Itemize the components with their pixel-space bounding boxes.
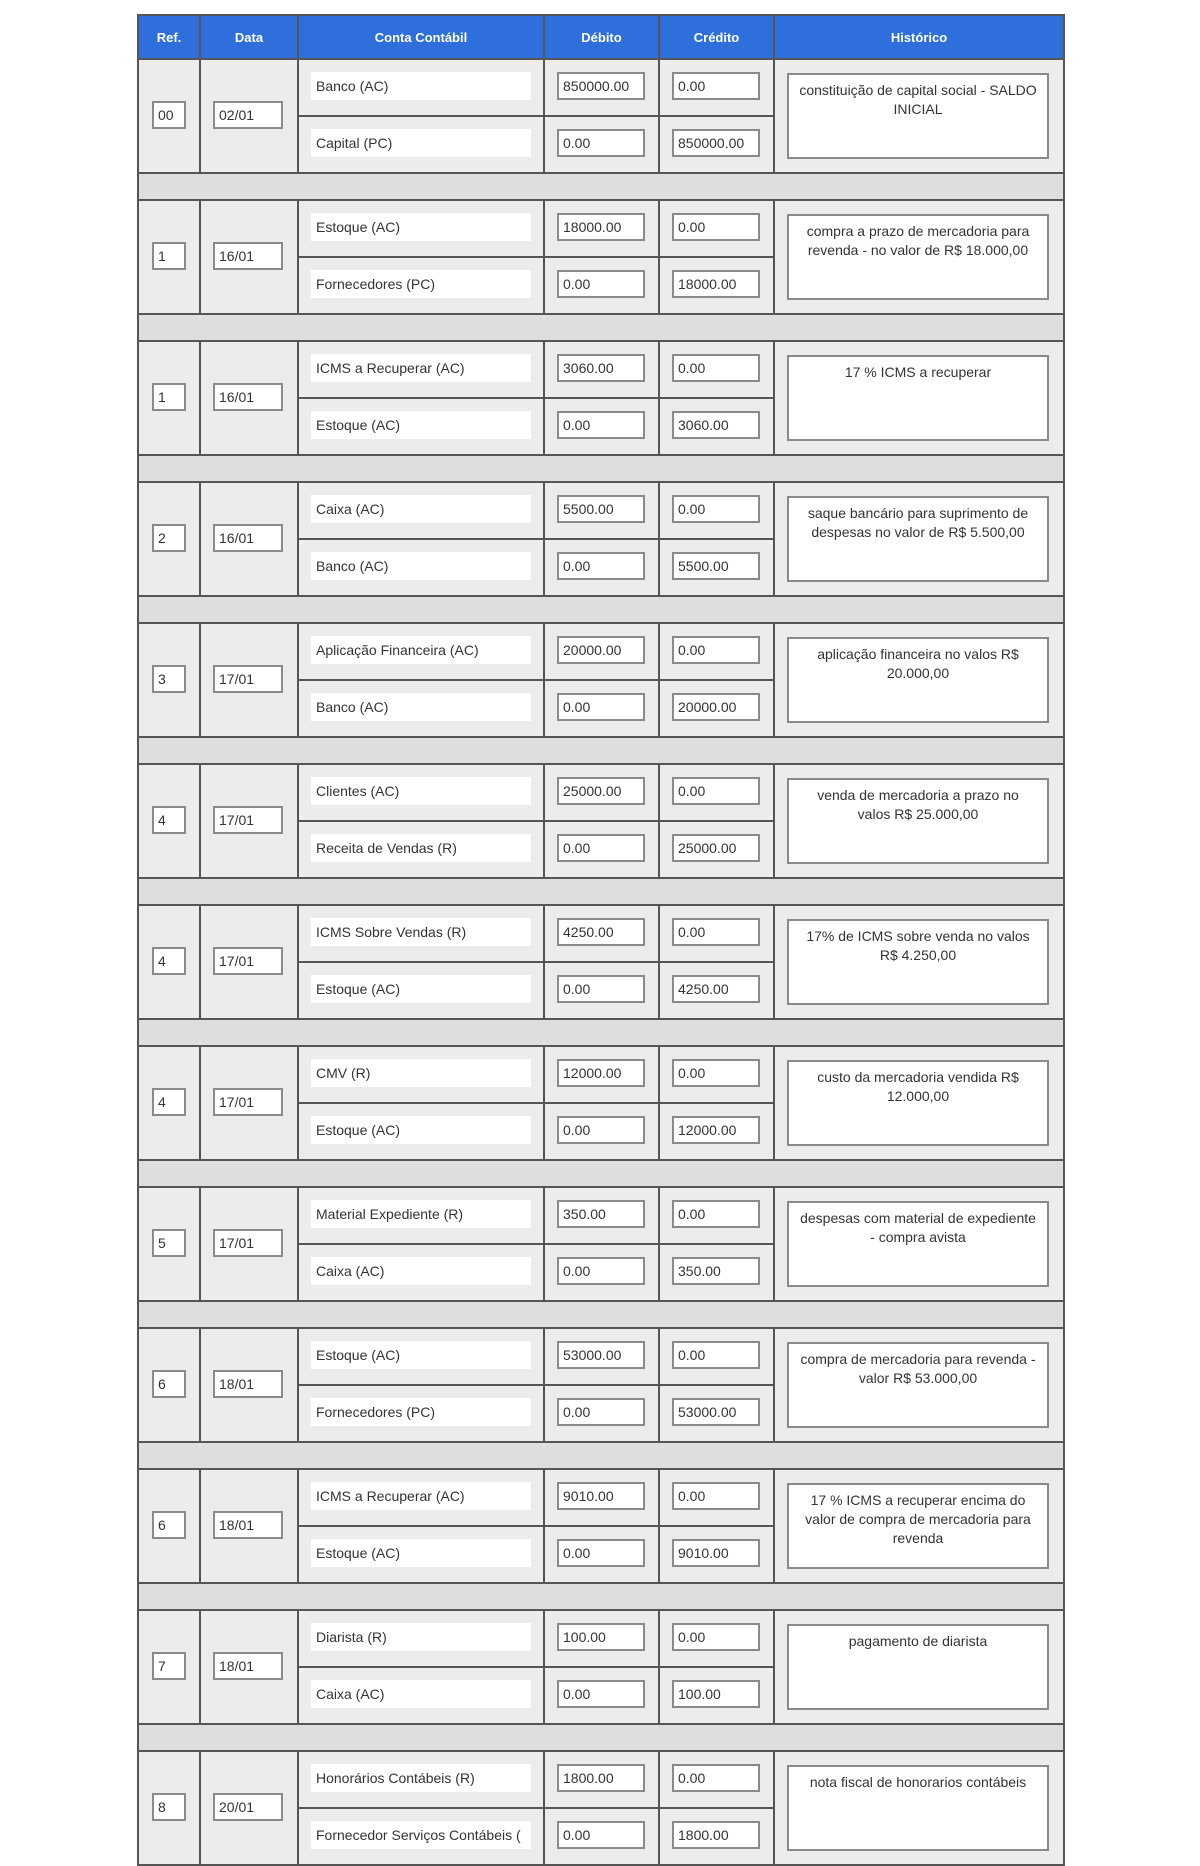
credit-cell xyxy=(659,623,774,680)
debit-cell xyxy=(544,1808,659,1865)
journal-entries-body xyxy=(138,59,1064,1865)
entry-row xyxy=(138,1751,1064,1808)
account-select[interactable]: Fornecedores (PC) xyxy=(311,270,531,298)
debit-input[interactable]: 5500.00 xyxy=(557,495,645,523)
credit-input[interactable]: 0.00 xyxy=(672,636,760,664)
account-cell xyxy=(298,1328,544,1385)
account-cell xyxy=(298,1244,544,1301)
ref-cell xyxy=(138,59,200,173)
debit-cell xyxy=(544,1385,659,1442)
credit-cell xyxy=(659,482,774,539)
date-input[interactable]: 18/01 xyxy=(213,1370,283,1398)
debit-input[interactable]: 0.00 xyxy=(557,975,645,1003)
entry-separator xyxy=(138,1583,1064,1610)
entry-row xyxy=(138,1046,1064,1103)
date-input[interactable]: 16/01 xyxy=(213,242,283,270)
credit-cell xyxy=(659,341,774,398)
account-cell xyxy=(298,200,544,257)
debit-input[interactable]: 0.00 xyxy=(557,1539,645,1567)
history-textarea[interactable]: 17% de ICMS sobre venda no valos R$ 4.250,00 xyxy=(787,919,1049,1005)
account-cell xyxy=(298,1751,544,1808)
credit-input[interactable]: 0.00 xyxy=(672,1341,760,1369)
account-select[interactable]: Estoque (AC) xyxy=(311,1539,531,1567)
history-cell xyxy=(774,1046,1064,1160)
ref-input[interactable]: 4 xyxy=(152,806,186,834)
credit-input[interactable]: 18000.00 xyxy=(672,270,760,298)
account-select[interactable]: Capital (PC) xyxy=(311,129,531,157)
ref-input[interactable]: 1 xyxy=(152,383,186,411)
credit-input[interactable]: 4250.00 xyxy=(672,975,760,1003)
account-select[interactable]: Estoque (AC) xyxy=(311,1341,531,1369)
date-cell xyxy=(200,200,298,314)
credit-cell xyxy=(659,1667,774,1724)
date-cell xyxy=(200,905,298,1019)
account-select[interactable]: Estoque (AC) xyxy=(311,975,531,1003)
history-textarea[interactable]: custo da mercadoria vendida R$ 12.000,00 xyxy=(787,1060,1049,1146)
ref-input[interactable]: 5 xyxy=(152,1229,186,1257)
separator-cell xyxy=(138,1442,1064,1469)
ref-cell xyxy=(138,482,200,596)
ref-cell xyxy=(138,341,200,455)
entry-row xyxy=(138,1187,1064,1244)
credit-input[interactable]: 100.00 xyxy=(672,1680,760,1708)
credit-input[interactable]: 0.00 xyxy=(672,1200,760,1228)
account-cell xyxy=(298,482,544,539)
credit-input[interactable]: 0.00 xyxy=(672,213,760,241)
credit-input[interactable]: 0.00 xyxy=(672,918,760,946)
history-cell xyxy=(774,1610,1064,1724)
history-textarea[interactable]: compra de mercadoria para revenda - valor R$ 53.000,00 xyxy=(787,1342,1049,1428)
date-input[interactable]: 17/01 xyxy=(213,806,283,834)
credit-input[interactable]: 5500.00 xyxy=(672,552,760,580)
account-select[interactable]: Diarista (R) xyxy=(311,1623,531,1651)
debit-cell xyxy=(544,1526,659,1583)
credit-cell xyxy=(659,1328,774,1385)
date-cell xyxy=(200,59,298,173)
debit-input[interactable]: 0.00 xyxy=(557,1680,645,1708)
debit-input[interactable]: 25000.00 xyxy=(557,777,645,805)
ref-input[interactable]: 6 xyxy=(152,1370,186,1398)
credit-input[interactable]: 0.00 xyxy=(672,1623,760,1651)
account-select[interactable]: Honorários Contábeis (R) xyxy=(311,1764,531,1792)
history-textarea[interactable]: venda de mercadoria a prazo no valos R$ 25.000,00 xyxy=(787,778,1049,864)
debit-input[interactable]: 12000.00 xyxy=(557,1059,645,1087)
account-cell xyxy=(298,1667,544,1724)
date-input[interactable]: 17/01 xyxy=(213,665,283,693)
account-cell xyxy=(298,341,544,398)
date-input[interactable]: 16/01 xyxy=(213,524,283,552)
history-textarea[interactable]: nota fiscal de honorarios contábeis xyxy=(787,1765,1049,1851)
debit-cell xyxy=(544,200,659,257)
account-select[interactable]: Estoque (AC) xyxy=(311,411,531,439)
credit-cell xyxy=(659,200,774,257)
header-ref: Ref. xyxy=(138,15,200,59)
ref-input[interactable]: 1 xyxy=(152,242,186,270)
history-textarea[interactable]: aplicação financeira no valos R$ 20.000,00 xyxy=(787,637,1049,723)
account-select[interactable]: Banco (AC) xyxy=(311,693,531,721)
ref-input[interactable]: 2 xyxy=(152,524,186,552)
entry-separator xyxy=(138,1724,1064,1751)
entry-row xyxy=(138,1328,1064,1385)
entry-row xyxy=(138,482,1064,539)
credit-cell xyxy=(659,1808,774,1865)
history-textarea[interactable]: 17 % ICMS a recuperar encima do valor de compra de mercadoria para revenda xyxy=(787,1483,1049,1569)
debit-input[interactable]: 850000.00 xyxy=(557,72,645,100)
account-cell xyxy=(298,398,544,455)
debit-cell xyxy=(544,482,659,539)
account-select[interactable]: Clientes (AC) xyxy=(311,777,531,805)
date-input[interactable]: 17/01 xyxy=(213,1229,283,1257)
history-cell xyxy=(774,1328,1064,1442)
entry-separator xyxy=(138,173,1064,200)
ref-cell xyxy=(138,1187,200,1301)
account-select[interactable]: Caixa (AC) xyxy=(311,1680,531,1708)
separator-cell xyxy=(138,737,1064,764)
date-cell xyxy=(200,1610,298,1724)
entry-separator xyxy=(138,737,1064,764)
debit-cell xyxy=(544,680,659,737)
entry-separator xyxy=(138,314,1064,341)
account-select[interactable]: Aplicação Financeira (AC) xyxy=(311,636,531,664)
debit-cell xyxy=(544,257,659,314)
credit-input[interactable]: 350.00 xyxy=(672,1257,760,1285)
credit-input[interactable]: 0.00 xyxy=(672,1482,760,1510)
debit-cell xyxy=(544,1751,659,1808)
journal-entries-table xyxy=(137,14,1065,1866)
account-cell xyxy=(298,257,544,314)
credit-cell xyxy=(659,962,774,1019)
credit-cell xyxy=(659,1469,774,1526)
date-cell xyxy=(200,482,298,596)
history-textarea[interactable]: pagamento de diarista xyxy=(787,1624,1049,1710)
date-cell xyxy=(200,1751,298,1865)
separator-cell xyxy=(138,596,1064,623)
account-cell xyxy=(298,962,544,1019)
credit-cell xyxy=(659,1526,774,1583)
debit-input[interactable]: 0.00 xyxy=(557,1116,645,1144)
ref-cell xyxy=(138,1046,200,1160)
credit-cell xyxy=(659,1187,774,1244)
account-select[interactable]: Receita de Vendas (R) xyxy=(311,834,531,862)
ref-cell xyxy=(138,1751,200,1865)
ref-input[interactable]: 6 xyxy=(152,1511,186,1539)
debit-input[interactable]: 0.00 xyxy=(557,270,645,298)
entry-separator xyxy=(138,1160,1064,1187)
credit-input[interactable]: 850000.00 xyxy=(672,129,760,157)
entry-separator xyxy=(138,1019,1064,1046)
credit-cell xyxy=(659,1751,774,1808)
account-cell xyxy=(298,1385,544,1442)
credit-cell xyxy=(659,764,774,821)
credit-cell xyxy=(659,1385,774,1442)
ref-cell xyxy=(138,905,200,1019)
credit-input[interactable]: 0.00 xyxy=(672,354,760,382)
debit-cell xyxy=(544,1328,659,1385)
credit-cell xyxy=(659,680,774,737)
credit-input[interactable]: 3060.00 xyxy=(672,411,760,439)
history-cell xyxy=(774,905,1064,1019)
credit-cell xyxy=(659,257,774,314)
date-input[interactable]: 02/01 xyxy=(213,101,283,129)
header-debit: Débito xyxy=(544,15,659,59)
credit-cell xyxy=(659,1103,774,1160)
account-select[interactable]: Estoque (AC) xyxy=(311,213,531,241)
entry-row xyxy=(138,764,1064,821)
credit-cell xyxy=(659,821,774,878)
debit-input[interactable]: 350.00 xyxy=(557,1200,645,1228)
separator-cell xyxy=(138,1583,1064,1610)
entry-row xyxy=(138,905,1064,962)
account-cell xyxy=(298,116,544,173)
account-select[interactable]: Banco (AC) xyxy=(311,72,531,100)
date-cell xyxy=(200,764,298,878)
debit-cell xyxy=(544,1667,659,1724)
history-cell xyxy=(774,341,1064,455)
credit-input[interactable]: 0.00 xyxy=(672,495,760,523)
credit-input[interactable]: 9010.00 xyxy=(672,1539,760,1567)
credit-input[interactable]: 12000.00 xyxy=(672,1116,760,1144)
credit-input[interactable]: 0.00 xyxy=(672,1764,760,1792)
header-date: Data xyxy=(200,15,298,59)
entry-row xyxy=(138,1469,1064,1526)
credit-cell xyxy=(659,1244,774,1301)
date-cell xyxy=(200,623,298,737)
separator-cell xyxy=(138,1724,1064,1751)
table-header-row xyxy=(138,15,1064,59)
debit-cell xyxy=(544,905,659,962)
account-cell xyxy=(298,623,544,680)
credit-input[interactable]: 1800.00 xyxy=(672,1821,760,1849)
entry-row xyxy=(138,200,1064,257)
ref-cell xyxy=(138,623,200,737)
history-cell xyxy=(774,764,1064,878)
date-cell xyxy=(200,1469,298,1583)
separator-cell xyxy=(138,1160,1064,1187)
history-textarea[interactable]: compra a prazo de mercadoria para revenda - no valor de R$ 18.000,00 xyxy=(787,214,1049,300)
date-cell xyxy=(200,1187,298,1301)
entry-separator xyxy=(138,878,1064,905)
date-input[interactable]: 17/01 xyxy=(213,947,283,975)
entry-row xyxy=(138,1610,1064,1667)
date-cell xyxy=(200,341,298,455)
debit-cell xyxy=(544,1610,659,1667)
debit-cell xyxy=(544,59,659,116)
account-cell xyxy=(298,539,544,596)
history-textarea[interactable]: saque bancário para suprimento de despesas no valor de R$ 5.500,00 xyxy=(787,496,1049,582)
debit-input[interactable]: 18000.00 xyxy=(557,213,645,241)
account-select[interactable]: Caixa (AC) xyxy=(311,1257,531,1285)
account-select[interactable]: Estoque (AC) xyxy=(311,1116,531,1144)
entry-row xyxy=(138,341,1064,398)
account-select[interactable]: Material Expediente (R) xyxy=(311,1200,531,1228)
history-cell xyxy=(774,59,1064,173)
debit-input[interactable]: 1800.00 xyxy=(557,1764,645,1792)
ref-input[interactable]: 4 xyxy=(152,947,186,975)
history-cell xyxy=(774,482,1064,596)
credit-cell xyxy=(659,59,774,116)
debit-input[interactable]: 0.00 xyxy=(557,129,645,157)
debit-cell xyxy=(544,1046,659,1103)
credit-input[interactable]: 0.00 xyxy=(672,1059,760,1087)
credit-input[interactable]: 53000.00 xyxy=(672,1398,760,1426)
date-input[interactable]: 20/01 xyxy=(213,1793,283,1821)
debit-cell xyxy=(544,116,659,173)
account-cell xyxy=(298,680,544,737)
debit-input[interactable]: 53000.00 xyxy=(557,1341,645,1369)
date-cell xyxy=(200,1328,298,1442)
account-cell xyxy=(298,821,544,878)
ref-input[interactable]: 3 xyxy=(152,665,186,693)
history-cell xyxy=(774,623,1064,737)
debit-input[interactable]: 3060.00 xyxy=(557,354,645,382)
debit-cell xyxy=(544,1244,659,1301)
history-textarea[interactable]: 17 % ICMS a recuperar xyxy=(787,355,1049,441)
account-cell xyxy=(298,764,544,821)
debit-cell xyxy=(544,821,659,878)
debit-cell xyxy=(544,1103,659,1160)
ref-input[interactable]: 4 xyxy=(152,1088,186,1116)
debit-cell xyxy=(544,764,659,821)
ref-cell xyxy=(138,1469,200,1583)
date-input[interactable]: 18/01 xyxy=(213,1511,283,1539)
debit-input[interactable]: 0.00 xyxy=(557,834,645,862)
entry-row xyxy=(138,59,1064,116)
history-cell xyxy=(774,1187,1064,1301)
history-textarea[interactable]: despesas com material de expediente - compra avista xyxy=(787,1201,1049,1287)
account-cell xyxy=(298,1610,544,1667)
header-credit: Crédito xyxy=(659,15,774,59)
separator-cell xyxy=(138,878,1064,905)
entry-row xyxy=(138,623,1064,680)
account-cell xyxy=(298,1187,544,1244)
account-cell xyxy=(298,1808,544,1865)
account-select[interactable]: ICMS a Recuperar (AC) xyxy=(311,1482,531,1510)
credit-input[interactable]: 0.00 xyxy=(672,777,760,805)
account-select[interactable]: Caixa (AC) xyxy=(311,495,531,523)
separator-cell xyxy=(138,455,1064,482)
ref-input[interactable]: 00 xyxy=(152,101,186,129)
entry-separator xyxy=(138,1442,1064,1469)
header-account: Conta Contábil xyxy=(298,15,544,59)
debit-cell xyxy=(544,623,659,680)
credit-input[interactable]: 0.00 xyxy=(672,72,760,100)
credit-input[interactable]: 25000.00 xyxy=(672,834,760,862)
debit-input[interactable]: 0.00 xyxy=(557,1398,645,1426)
entry-separator xyxy=(138,1301,1064,1328)
debit-input[interactable]: 0.00 xyxy=(557,1257,645,1285)
history-textarea[interactable]: constituição de capital social - SALDO INICIAL xyxy=(787,73,1049,159)
date-input[interactable]: 17/01 xyxy=(213,1088,283,1116)
credit-cell xyxy=(659,539,774,596)
entry-separator xyxy=(138,596,1064,623)
history-cell xyxy=(774,1469,1064,1583)
separator-cell xyxy=(138,173,1064,200)
separator-cell xyxy=(138,1019,1064,1046)
account-cell xyxy=(298,1526,544,1583)
ref-cell xyxy=(138,200,200,314)
account-select[interactable]: ICMS Sobre Vendas (R) xyxy=(311,918,531,946)
ref-cell xyxy=(138,1610,200,1724)
history-cell xyxy=(774,1751,1064,1865)
account-cell xyxy=(298,905,544,962)
debit-input[interactable]: 0.00 xyxy=(557,1821,645,1849)
credit-cell xyxy=(659,1610,774,1667)
debit-input[interactable]: 4250.00 xyxy=(557,918,645,946)
account-cell xyxy=(298,1103,544,1160)
account-cell xyxy=(298,1469,544,1526)
separator-cell xyxy=(138,1301,1064,1328)
credit-cell xyxy=(659,1046,774,1103)
debit-cell xyxy=(544,1469,659,1526)
debit-cell xyxy=(544,1187,659,1244)
debit-input[interactable]: 0.00 xyxy=(557,693,645,721)
account-select[interactable]: Fornecedor Serviços Contábeis ( xyxy=(311,1821,531,1849)
separator-cell xyxy=(138,314,1064,341)
date-input[interactable]: 18/01 xyxy=(213,1652,283,1680)
account-select[interactable]: Banco (AC) xyxy=(311,552,531,580)
ref-cell xyxy=(138,764,200,878)
credit-cell xyxy=(659,116,774,173)
ref-cell xyxy=(138,1328,200,1442)
credit-input[interactable]: 20000.00 xyxy=(672,693,760,721)
credit-cell xyxy=(659,905,774,962)
account-cell xyxy=(298,1046,544,1103)
debit-cell xyxy=(544,341,659,398)
debit-input[interactable]: 0.00 xyxy=(557,552,645,580)
debit-cell xyxy=(544,962,659,1019)
entry-separator xyxy=(138,455,1064,482)
account-cell xyxy=(298,59,544,116)
account-select[interactable]: Fornecedores (PC) xyxy=(311,1398,531,1426)
debit-input[interactable]: 0.00 xyxy=(557,411,645,439)
date-input[interactable]: 16/01 xyxy=(213,383,283,411)
account-select[interactable]: ICMS a Recuperar (AC) xyxy=(311,354,531,382)
debit-cell xyxy=(544,539,659,596)
header-history: Histórico xyxy=(774,15,1064,59)
ref-input[interactable]: 7 xyxy=(152,1652,186,1680)
history-cell xyxy=(774,200,1064,314)
credit-cell xyxy=(659,398,774,455)
debit-input[interactable]: 20000.00 xyxy=(557,636,645,664)
ref-input[interactable]: 8 xyxy=(152,1793,186,1821)
debit-input[interactable]: 9010.00 xyxy=(557,1482,645,1510)
account-select[interactable]: CMV (R) xyxy=(311,1059,531,1087)
date-cell xyxy=(200,1046,298,1160)
debit-cell xyxy=(544,398,659,455)
debit-input[interactable]: 100.00 xyxy=(557,1623,645,1651)
